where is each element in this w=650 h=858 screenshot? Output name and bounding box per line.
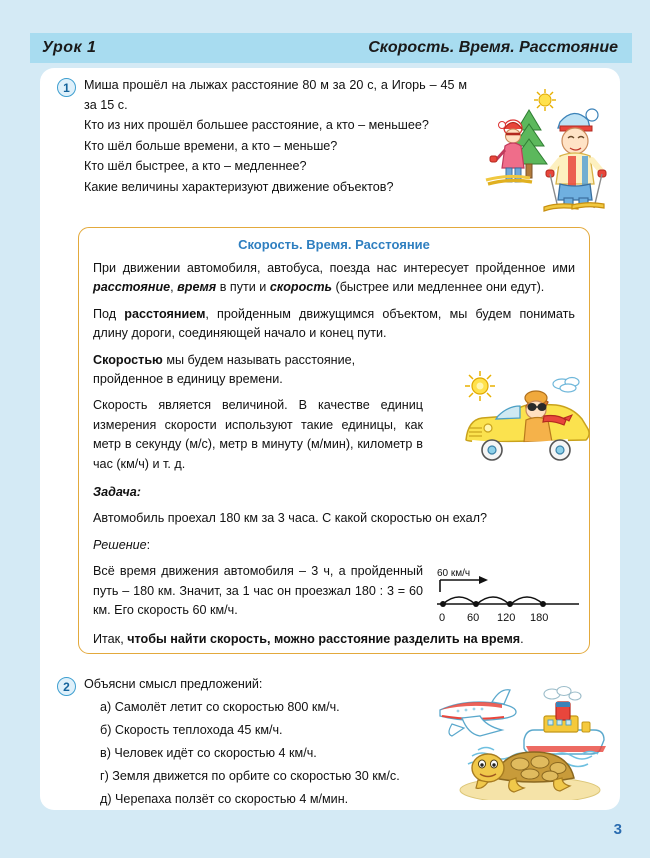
def-p1-e: в пути и bbox=[216, 280, 270, 295]
exercise-1-line: Кто шёл больше времени, а кто – меньше? bbox=[84, 138, 338, 153]
solution-label bbox=[93, 536, 575, 555]
exercise-1-line: Кто из них прошёл большее расстояние, а кто – меньшее? bbox=[84, 118, 429, 132]
def-term-distance: расстояние bbox=[93, 280, 171, 295]
exercise-1-line: Кто шёл быстрее, а кто – медленнее? bbox=[84, 159, 307, 173]
numberline-tick-2: 120 bbox=[497, 612, 516, 624]
exercise-1-line: Какие величины характеризуют движение объектов? bbox=[84, 179, 394, 194]
numberline-tick-0: 0 bbox=[439, 612, 446, 624]
page-number: 3 bbox=[613, 821, 622, 838]
def-term-speed: скорость bbox=[269, 280, 332, 295]
conclusion-c: . bbox=[520, 631, 524, 646]
def-term-distance-2: расстоянием bbox=[124, 306, 206, 321]
def-p2-c: , пройденным движущимся объектом, мы будем понимать длину дороги, соединяющей начало и конец пути. bbox=[93, 306, 575, 341]
car-illustration bbox=[456, 362, 592, 468]
task-label: Задача: bbox=[93, 485, 141, 500]
exercise-1-body bbox=[84, 76, 467, 198]
exercise-2-number: 2 bbox=[57, 677, 76, 696]
def-p1-a: При движении автомобиля, автобуса, поезда нас интересует пройденное ими bbox=[93, 261, 575, 275]
def-p3-b: мы будем называть расстояние, пройденное в единицу времени. bbox=[93, 352, 356, 387]
exercise-1-line: Миша прошёл на лыжах расстояние 80 м за 20 с, а Игорь – 45 м за 15 с. bbox=[84, 78, 467, 112]
solution-colon: : bbox=[146, 537, 151, 552]
exercise-2-body bbox=[84, 675, 444, 813]
solution-label-word: Решение bbox=[93, 537, 147, 552]
task-text: Автомобиль проехал 180 км за 3 часа. С какой скоростью он ехал? bbox=[93, 511, 487, 526]
skiers-illustration bbox=[472, 86, 608, 214]
exercise-2-item: г) Земля движется по орбите со скоростью 30 км/с. bbox=[100, 769, 400, 783]
exercise-2-item: а) Самолёт летит со скоростью 800 км/ч. bbox=[100, 700, 340, 714]
page-header-band bbox=[30, 33, 632, 63]
definition-box-title: Скорость. Время. Расстояние bbox=[238, 237, 430, 252]
def-term-speed-2: Скоростью bbox=[93, 352, 163, 367]
exercise-2-item: д) Черепаха ползёт со скоростью 4 м/мин. bbox=[100, 792, 349, 806]
plane-ship-turtle-illustration bbox=[432, 682, 614, 800]
exercise-1-number: 1 bbox=[57, 78, 76, 97]
lesson-label: Урок 1 bbox=[42, 39, 97, 56]
exercise-2-item: б) Скорость теплохода 45 км/ч. bbox=[100, 723, 283, 737]
def-p2-a: Под bbox=[93, 306, 125, 321]
conclusion-text bbox=[93, 630, 575, 649]
numberline-speed-label: 60 км/ч bbox=[437, 568, 471, 579]
definition-paragraph-2 bbox=[93, 305, 575, 344]
def-term-time: время bbox=[177, 280, 217, 295]
conclusion-rule: чтобы найти скорость, можно расстояние разделить на время bbox=[127, 631, 521, 646]
def-p1-g: (быстрее или медленнее они едут). bbox=[332, 280, 545, 295]
page-title: Скорость. Время. Расстояние bbox=[368, 39, 618, 56]
solution-text: Всё время движения автомобиля – 3 ч, а пройденный путь – 180 км. Значит, за 1 час он проезжал 180 : 3 = 60 км. Его скорость 60 км/ч. bbox=[93, 564, 423, 618]
def-p1-c: , bbox=[170, 280, 178, 295]
definition-paragraph-3 bbox=[93, 351, 423, 390]
number-line-diagram bbox=[431, 565, 583, 627]
definition-paragraph-1 bbox=[93, 259, 575, 298]
numberline-tick-3: 180 bbox=[530, 612, 549, 624]
exercise-2-prompt: Объясни смысл предложений: bbox=[84, 677, 263, 691]
numberline-tick-1: 60 bbox=[467, 612, 480, 624]
conclusion-a: Итак, bbox=[93, 631, 128, 646]
definition-paragraph-4: Скорость является величиной. В качестве единиц измерения скорости используют такие единицы, как метр в секунду (м/с), метр в минуту (м/мин), километр в час (км/ч) и т. д. bbox=[93, 398, 423, 471]
exercise-2-item: в) Человек идёт со скоростью 4 км/ч. bbox=[100, 746, 317, 760]
